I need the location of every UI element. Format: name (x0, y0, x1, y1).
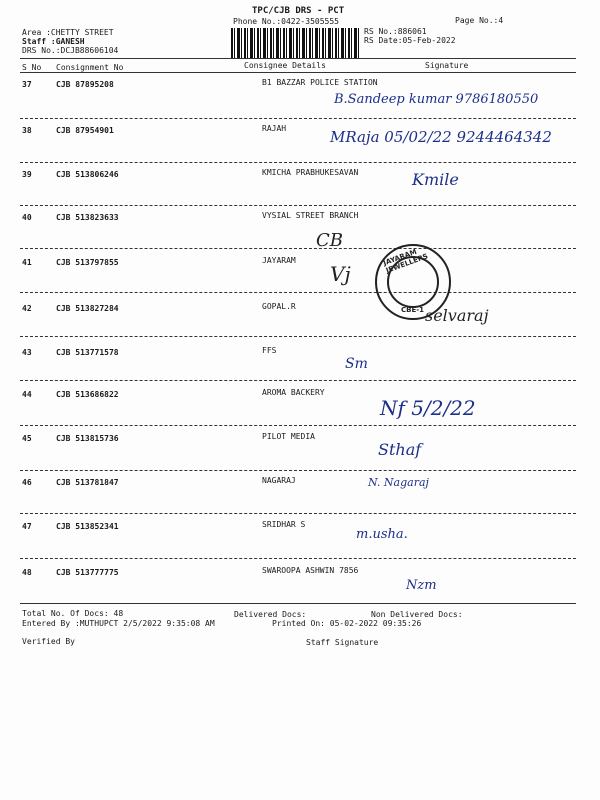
row-consignee: JAYARAM (262, 256, 296, 265)
delivered-docs: Delivered Docs: (234, 610, 307, 619)
row-signature: Sm (345, 356, 368, 372)
table-bottom-rule (20, 603, 576, 604)
row-consignment: CJB 87895208 (56, 80, 114, 89)
row-separator (20, 248, 576, 249)
row-separator (20, 162, 576, 163)
row-separator (20, 558, 576, 559)
area-label: Area :CHETTY STREET (22, 28, 114, 37)
stamp-text-bottom: CBE-1 (401, 306, 425, 314)
row-sno: 42 (22, 304, 32, 313)
row-separator (20, 380, 576, 381)
row-sno: 45 (22, 434, 32, 443)
phone-number: Phone No.:0422-3505555 (233, 17, 339, 26)
row-consignee: AROMA BACKERY (262, 388, 325, 397)
row-separator (20, 292, 576, 293)
row-consignment: CJB 513777775 (56, 568, 119, 577)
row-sno: 41 (22, 258, 32, 267)
row-separator (20, 118, 576, 119)
row-consignee: PILOT MEDIA (262, 432, 315, 441)
col-header-consignee: Consignee Details (244, 61, 326, 70)
page-number: Page No.:4 (455, 16, 504, 25)
row-consignment: CJB 513823633 (56, 213, 119, 222)
row-consignment: CJB 513806246 (56, 170, 119, 179)
entered-by: Entered By :MUTHUPCT 2/5/2022 9:35:08 AM (22, 619, 215, 628)
header-top-rule (20, 58, 576, 59)
row-sno: 40 (22, 213, 32, 222)
row-consignment: CJB 513827284 (56, 304, 119, 313)
row-consignment: CJB 87954901 (56, 126, 114, 135)
row-signature: Nzm (406, 578, 437, 593)
row-separator (20, 425, 576, 426)
row-sno: 37 (22, 80, 32, 89)
rs-date: RS Date:05-Feb-2022 (364, 36, 456, 45)
row-signature: Nf 5/2/22 (380, 396, 476, 420)
rs-number: RS No.:886061 (364, 27, 427, 36)
row-sno: 48 (22, 568, 32, 577)
drs-number: DRS No.:DCJB88606104 (22, 46, 119, 55)
row-consignee: KMICHA PRABHUKESAVAN (262, 168, 359, 177)
row-consignee: RAJAH (262, 124, 287, 133)
row-consignment: CJB 513686822 (56, 390, 119, 399)
row-separator (20, 513, 576, 514)
row-sno: 39 (22, 170, 32, 179)
row-consignee: FFS (262, 346, 277, 355)
row-sno: 47 (22, 522, 32, 531)
row-consignee: NAGARAJ (262, 476, 296, 485)
row-signature: N. Nagaraj (368, 476, 429, 489)
row-signature: m.usha. (356, 527, 408, 542)
col-header-sno: S No (22, 63, 42, 72)
row-consignment: CJB 513815736 (56, 434, 119, 443)
stamp-text-top: JAYARAM JEWELLERS (382, 247, 430, 275)
row-consignee: VYSIAL STREET BRANCH (262, 211, 359, 220)
row-signature: selvaraj (425, 306, 489, 325)
row-consignee: SWAROOPA ASHWIN 7856 (262, 566, 359, 575)
row-consignment: CJB 513771578 (56, 348, 119, 357)
row-signature: Vj (330, 262, 351, 286)
row-signature: Kmile (412, 170, 459, 189)
barcode-image (231, 28, 359, 58)
row-separator (20, 470, 576, 471)
col-header-signature: Signature (425, 61, 469, 70)
printed-on: Printed On: 05-02-2022 09:35:26 (272, 619, 422, 628)
row-separator (20, 205, 576, 206)
row-consignee: B1 BAZZAR POLICE STATION (262, 78, 378, 87)
row-signature: CB (316, 230, 343, 251)
header-bottom-rule (20, 72, 576, 73)
non-delivered-docs: Non Delivered Docs: (371, 610, 463, 619)
col-header-consignment: Consignment No (56, 63, 124, 72)
row-signature: MRaja 05/02/22 9244464342 (330, 128, 552, 146)
row-consignee: GOPAL.R (262, 302, 296, 311)
row-sno: 38 (22, 126, 32, 135)
staff-label: Staff :GANESH (22, 37, 85, 46)
row-consignment: CJB 513852341 (56, 522, 119, 531)
total-docs: Total No. Of Docs: 48 (22, 609, 124, 618)
row-separator (20, 336, 576, 337)
row-signature: B.Sandeep kumar 9786180550 (334, 92, 539, 107)
row-consignment: CJB 513797855 (56, 258, 119, 267)
row-signature: Sthaf (378, 440, 422, 459)
document-title: TPC/CJB DRS - PCT (252, 6, 345, 16)
row-sno: 46 (22, 478, 32, 487)
jayaram-jewellers-stamp (375, 244, 451, 320)
row-consignee: SRIDHAR S (262, 520, 306, 529)
row-consignment: CJB 513781847 (56, 478, 119, 487)
row-sno: 44 (22, 390, 32, 399)
row-sno: 43 (22, 348, 32, 357)
staff-signature-label: Staff Signature (306, 638, 379, 647)
verified-by-label: Verified By (22, 637, 75, 646)
